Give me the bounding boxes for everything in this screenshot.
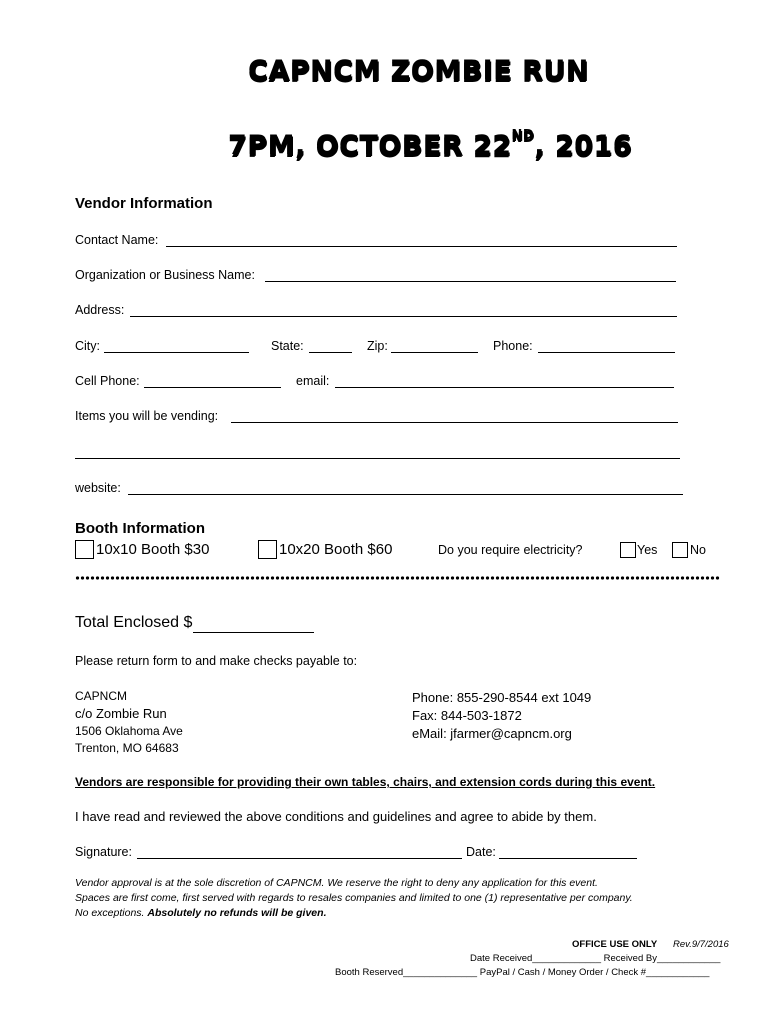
booth-heading: Booth Information [75, 520, 205, 537]
title-line-1: CAPNCM ZOMBIE RUN [248, 55, 589, 86]
org-name-label: Organization or Business Name: [75, 268, 255, 282]
vendor-heading: Vendor Information [75, 195, 213, 212]
contact-email: eMail: jfarmer@capncm.org [412, 726, 572, 741]
state-label: State: [271, 339, 304, 353]
phone-field[interactable] [538, 352, 675, 353]
mail-city-state: Trenton, MO 64683 [75, 741, 179, 755]
electricity-yes-checkbox[interactable] [620, 542, 636, 558]
state-field[interactable] [309, 352, 352, 353]
no-exceptions-text: No exceptions. [75, 907, 148, 919]
contact-fax: Fax: 844-503-1872 [412, 708, 522, 723]
items-field[interactable] [231, 422, 678, 423]
city-field[interactable] [104, 352, 249, 353]
booth-reserved-line: Booth Reserved______________ PayPal / Cash / Money Order / Check #____________ [335, 967, 710, 978]
org-name-field[interactable] [265, 281, 676, 282]
revision-date: Rev.9/7/2016 [673, 939, 729, 950]
electricity-no-checkbox[interactable] [672, 542, 688, 558]
electricity-no-label: No [690, 543, 706, 557]
booth-10x10-checkbox[interactable] [75, 540, 94, 559]
booth-10x20-checkbox[interactable] [258, 540, 277, 559]
mail-care-of: c/o Zombie Run [75, 706, 167, 721]
zip-label: Zip: [367, 339, 388, 353]
title-line-2 [228, 130, 632, 161]
contact-name-field[interactable] [166, 246, 677, 247]
vendor-responsibility-notice: Vendors are responsible for providing their own tables, chairs, and extension cords during this event. [75, 775, 656, 789]
booth-10x20-label: 10x20 Booth $60 [279, 541, 393, 558]
items-field-continued[interactable] [75, 458, 680, 459]
electricity-yes-label: Yes [637, 543, 658, 557]
total-enclosed-label: Total Enclosed $ [75, 614, 193, 631]
items-label: Items you will be vending: [75, 409, 219, 423]
email-label: email: [296, 374, 330, 388]
signature-field[interactable] [137, 858, 462, 859]
signature-label: Signature: [75, 845, 132, 859]
website-label: website: [75, 481, 121, 495]
electricity-question: Do you require electricity? [438, 543, 583, 557]
date-label: Date: [466, 845, 496, 859]
approval-notice-line-3 [75, 907, 326, 919]
agreement-statement: I have read and reviewed the above conditions and guidelines and agree to abide by them. [75, 809, 597, 824]
return-instructions: Please return form to and make checks payable to: [75, 654, 358, 668]
approval-notice-line-1: Vendor approval is at the sole discretion of CAPNCM. We reserve the right to deny any application for this event. [75, 877, 598, 889]
contact-phone: Phone: 855-290-8544 ext 1049 [412, 690, 592, 705]
cell-phone-field[interactable] [144, 387, 281, 388]
phone-label: Phone: [493, 339, 533, 353]
address-field[interactable] [130, 316, 677, 317]
website-field[interactable] [128, 494, 683, 495]
date-field[interactable] [499, 858, 637, 859]
zip-field[interactable] [391, 352, 478, 353]
approval-notice-line-2: Spaces are first come, first served with regards to resales companies and limited to one (1) representative per company. [75, 892, 633, 904]
mail-street: 1506 Oklahoma Ave [75, 724, 183, 738]
title-year: , 2016 [534, 130, 633, 161]
title-date-suffix: ND [511, 128, 535, 143]
contact-name-label: Contact Name: [75, 233, 159, 247]
email-field[interactable] [335, 387, 674, 388]
booth-10x10-label: 10x10 Booth $30 [96, 541, 210, 558]
office-use-heading: OFFICE USE ONLY [572, 939, 658, 950]
date-received-line: Date Received_____________ Received By____________ [470, 953, 721, 964]
no-refunds-text: Absolutely no refunds will be given. [147, 907, 327, 919]
address-label: Address: [75, 303, 125, 317]
city-label: City: [75, 339, 100, 353]
cell-phone-label: Cell Phone: [75, 374, 140, 388]
title-date: 7PM, OCTOBER 22 [228, 130, 512, 161]
mail-org: CAPNCM [75, 689, 128, 703]
dotted-separator [75, 575, 720, 585]
total-enclosed-field[interactable] [193, 632, 314, 633]
